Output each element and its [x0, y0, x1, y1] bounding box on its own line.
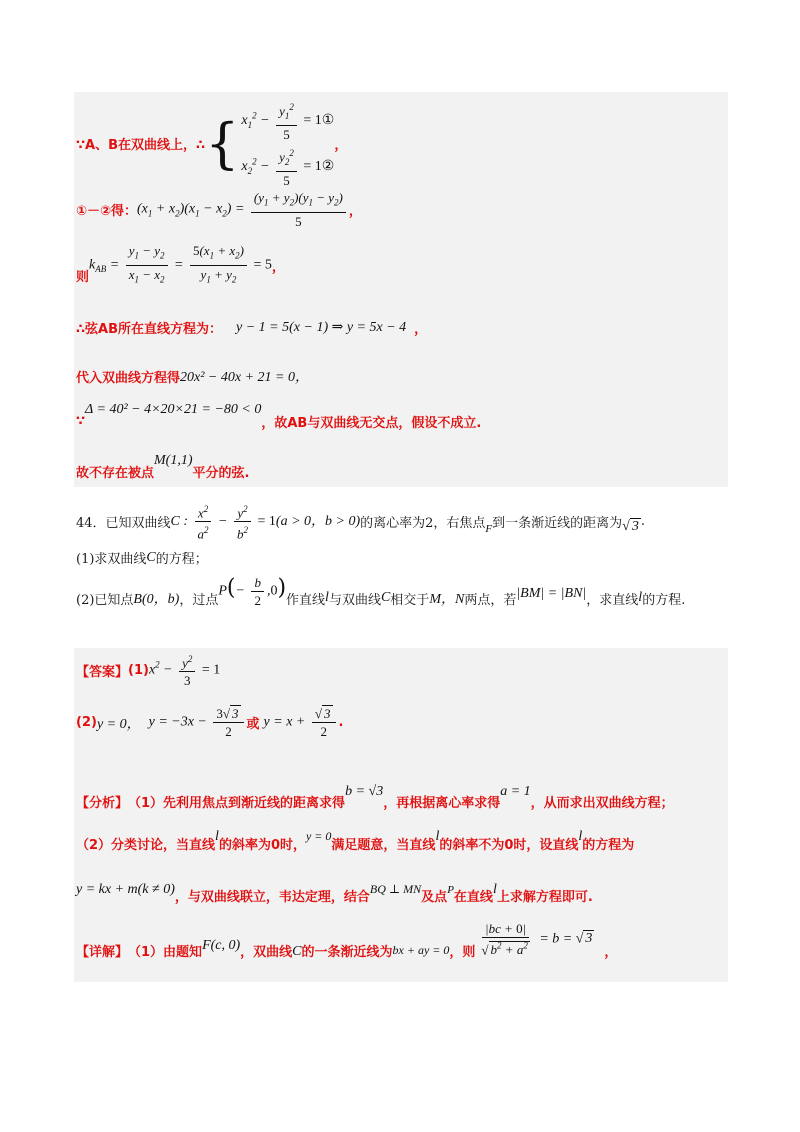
q1-c: C [146, 549, 156, 565]
chord-eq: y − 1 = 5(x − 1) ⇒ y = 5x − 4 [236, 320, 407, 335]
detail-focus: F(c, 0) [202, 938, 241, 953]
analysis-a-eq: a = 1 [500, 783, 531, 799]
brace-symbol: { [205, 111, 240, 175]
detail-label: 【详解】 [76, 944, 129, 960]
line-slope: 则 $k_{AB}$ = $\frac{y_1 - y_2}{x_1 - x_2}$ = $\frac{5(x_1 + x_2)}{y_1 + y_2}$ = 5 ， [76, 243, 285, 287]
question-2: (2)已知点 B(0，b) ，过点 P(− $\frac{b}{2}$ ,0) 作直线 l 与双曲线 C 相交于 M，N 两点，若 |BM| = |BN| ，求直线 l 的方程. [76, 574, 686, 608]
delta-tail: ，故AB与双曲线无交点，假设不成立. [261, 416, 482, 431]
substitute-label: 代入双曲线方程得 [76, 370, 181, 386]
q2-point-b: B(0，b) [133, 592, 180, 607]
analysis-line-eq: y = kx + m(k ≠ 0) [76, 881, 175, 897]
problem-mid: 的离心率为2，右焦点 [360, 516, 486, 532]
equation-system [205, 100, 334, 188]
hyperbola-def: C : $\frac{x^2}{a^2}$ − $\frac{y^2}{b^2}$ = 1(a > 0，b > 0) [170, 504, 361, 542]
detail-distance-eq: $\frac{|bc + 0|}{√ b^2 + a^2}$ = b = √ 3 [481, 920, 593, 958]
slope-label: 则 [76, 269, 90, 285]
q2-head: (2)已知点 [76, 592, 134, 608]
answer-2-eq3: y = x + $\frac{√ 3}{2}$ [264, 706, 339, 739]
eq2: $x_2^2$ − $\frac{y_2^2}{5}$ = 1② [241, 147, 335, 188]
q1-tail: 的方程； [155, 552, 208, 567]
line-conclusion [76, 452, 249, 481]
q1-head: (1)求双曲线 [76, 552, 147, 567]
analysis-line-3: y = kx + m(k ≠ 0) ，与双曲线联立，韦达定理，结合 BQ ⊥ MN 及点 P 在直线 l 上求解方程即可. [76, 881, 593, 905]
question-1 [76, 548, 208, 567]
subtract-eq: $(x_1 + x_2)(x_1 - x_2)$ = $\frac{(y_1 + y_2)(y_1 - y_2)}{5}$ [137, 190, 349, 229]
answer-1-eq: $x^2$ − $\frac{y^2}{3}$ = 1 [148, 654, 221, 689]
line-subtract: ①－②得： $(x_1 + x_2)(x_1 - x_2)$ = $\frac{(y_1 + y_2)(y_1 - y_2)}{5}$ ， [76, 190, 362, 229]
line-chord: ∴弦AB所在直线方程为： y − 1 = 5(x − 1) ⇒ y = 5x − 4 ， [76, 320, 428, 337]
because-symbol: ∵ [76, 414, 86, 429]
answer-line-1: 【答案】 (1) $x^2$ − $\frac{y^2}{3}$ = 1 [76, 654, 221, 689]
subtract-label: ①－②得： [76, 203, 138, 219]
analysis-line-2: （2）分类讨论，当直线 l 的斜率为0时， y = 0 满足题意，当直线 l 的斜率不为0时，设直线 l 的方程为 [76, 828, 635, 853]
answer-label: 【答案】 [76, 664, 129, 680]
sqrt3: √ 3 [622, 518, 639, 534]
answer-2-eq1: y = 0， [96, 716, 141, 732]
line-substitute [76, 366, 309, 386]
substitute-eq: 20x² − 40x + 21 = 0， [180, 370, 309, 385]
focus-f: F [485, 522, 493, 535]
conclusion-tail: 平分的弦. [192, 466, 250, 481]
q2-point-p: P(− $\frac{b}{2}$ ,0) [218, 574, 287, 608]
delta-eq: Δ = 40² − 4×20×21 = −80 < 0 [85, 401, 262, 417]
problem-number: 44．已知双曲线 [76, 516, 171, 532]
problem-44-stem: 44．已知双曲线 C : $\frac{x^2}{a^2}$ − $\frac{y^2}{b^2}$ = 1(a > 0，b > 0) 的离心率为2，右焦点 F 到一条渐近线的距离为 √ 3 . [76, 504, 645, 542]
analysis-label: 【分析】 [76, 796, 129, 811]
detail-asymptote: bx + ay = 0 [392, 942, 450, 957]
conclusion-point: M(1,1) [154, 452, 193, 468]
q2-condition: |BM| = |BN| [516, 586, 587, 601]
conclusion-head: 故不存在被点 [76, 466, 155, 481]
detail-line-1: 【详解】 （1）由题知 F(c, 0) ，双曲线 C 的一条渐近线为 bx + ay = 0 ，则 $\frac{|bc + 0|}{√ b^2 + a^2}$ = b = √ 3 ， [76, 920, 618, 960]
analysis-line-1: 【分析】 （1）先利用焦点到渐近线的距离求得 b = √3 ，再根据离心率求得 a = 1 ，从而求出双曲线方程； [76, 783, 674, 811]
eq1: $x_1^2$ − $\frac{y_1^2}{5}$ = 1① [241, 102, 335, 142]
answer-line-2: (2) y = 0， y = −3x − $\frac{3√ 3}{2}$ 或 y = x + $\frac{√ 3}{2}$ . [76, 706, 344, 739]
analysis-perp-eq: BQ ⊥ MN [369, 882, 422, 896]
answer-2-eq2: y = −3x − $\frac{3√ 3}{2}$ [149, 706, 247, 739]
ab-on-text: ∵A、B在双曲线上，∴ [76, 138, 206, 154]
analysis-b-eq: b = √3 [345, 783, 384, 799]
line-delta [76, 398, 481, 431]
problem-tail: 到一条渐近线的距离为 [492, 516, 623, 532]
slope-eq: $k_{AB}$ = $\frac{y_1 - y_2}{x_1 - x_2}$ = $\frac{5(x_1 + x_2)}{y_1 + y_2}$ = 5 [89, 243, 272, 285]
line-ab-on-hyperbola: ∵A、B在双曲线上，∴ { $x_1^2$ − $\frac{y_1^2}{5}$ = 1① $x_2^2$ − $\frac{y_2^2}{5}$ = 1② ， [76, 102, 348, 188]
chord-label: ∴弦AB所在直线方程为： [76, 322, 223, 337]
